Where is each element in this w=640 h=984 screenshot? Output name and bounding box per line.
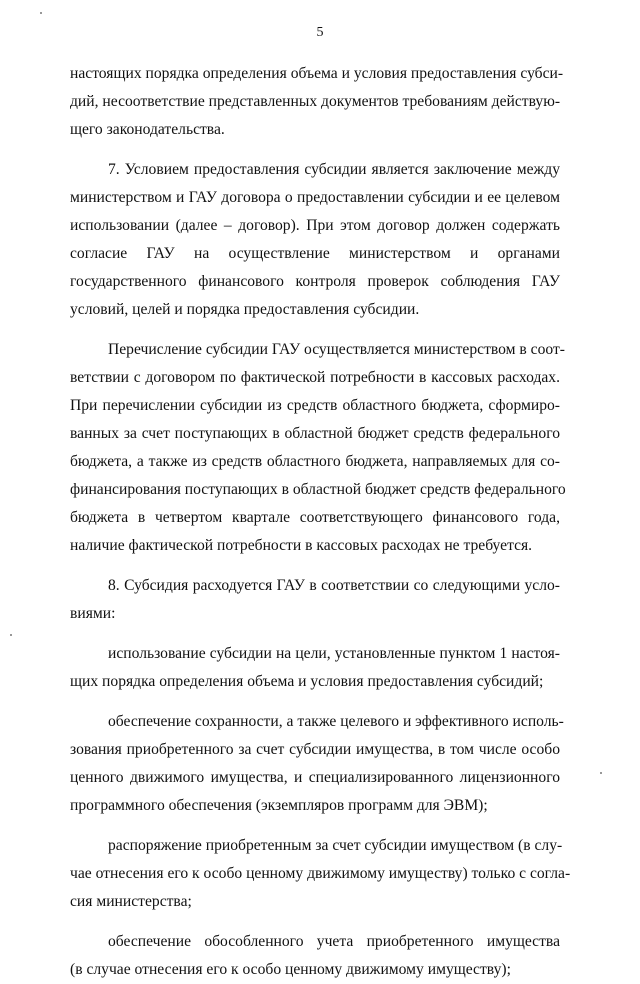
scan-speck [10, 634, 12, 636]
text-line: настоящих порядка определения объема и условия предоставления субси- [70, 65, 564, 82]
text-line: бюджета в четвертом квартале соответствующего финансового года, [70, 509, 560, 526]
text-line: финансирования поступающих в областной бюджет средств федерального [70, 481, 566, 498]
text-line: 7. Условием предоставления субсидии является заключение между [108, 161, 560, 178]
text-line: обеспечение обособленного учета приобретенного имущества [108, 933, 560, 950]
paragraph-gap [70, 628, 560, 640]
page-number: 5 [316, 25, 324, 40]
text-line: чае отнесения его к особо ценному движимому имуществу) только с согла- [70, 865, 571, 882]
paragraph-gap [70, 144, 560, 156]
scan-speck [600, 772, 602, 774]
text-line: государственного финансового контроля проверок соблюдения ГАУ [70, 273, 560, 290]
paragraph-continuation [70, 60, 564, 144]
text-line: наличие фактической потребности в кассовых расходах не требуется. [70, 537, 533, 554]
text-line: использование субсидии на цели, установленные пунктом 1 настоя- [108, 645, 560, 662]
text-line: ветствии с договором по фактической потребности в кассовых расходах. [70, 369, 560, 386]
text-line: При перечислении субсидии из средств областного бюджета, сформиро- [70, 397, 560, 414]
scan-speck [40, 12, 42, 14]
text-line: условий, целей и порядка предоставления субсидии. [70, 301, 420, 318]
paragraph-gap [70, 560, 560, 572]
text-line: сия министерства; [70, 893, 192, 910]
text-line: Перечисление субсидии ГАУ осуществляется министерством в соот- [108, 341, 565, 358]
paragraph-condition-safety [70, 708, 564, 820]
text-line: щего законодательства. [70, 121, 225, 138]
text-line: согласие ГАУ на осуществление министерством и органами [70, 245, 560, 262]
paragraph-gap [70, 324, 560, 336]
text-line: распоряжение приобретенным за счет субсидии имуществом (в слу- [108, 837, 563, 854]
text-line: зования приобретенного за счет субсидии имущества, в том числе особо [70, 741, 560, 758]
paragraph-gap [70, 696, 560, 708]
text-line: дий, несоответствие представленных документов требованиям действую- [70, 93, 561, 110]
text-line: (в случае отнесения его к особо ценному движимому имуществу); [70, 961, 511, 978]
text-line: щих порядка определения объема и условия предоставления субсидий; [70, 673, 544, 690]
text-line: ценного движимого имущества, и специализированного лицензионного [70, 769, 560, 786]
text-line: бюджета, а также из средств областного бюджета, направляемых для со- [70, 453, 560, 470]
paragraph-condition-use [70, 640, 560, 696]
paragraph-condition-accounting [70, 928, 560, 984]
paragraph-condition-disposal [70, 832, 571, 916]
paragraph-item-8 [70, 572, 560, 628]
paragraph-gap [70, 820, 560, 832]
paragraph-gap [70, 916, 560, 928]
text-line: 8. Субсидия расходуется ГАУ в соответствии со следующими усло- [108, 577, 560, 594]
text-line: ванных за счет поступающих в областной бюджет средств федерального [70, 425, 560, 442]
document-body [70, 60, 571, 984]
text-line: обеспечение сохранности, а также целевого и эффективного исполь- [108, 713, 564, 730]
paragraph-transfer [70, 336, 566, 560]
paragraph-item-7 [70, 156, 560, 324]
text-line: использовании (далее – договор). При этом договор должен содержать [70, 217, 560, 234]
text-line: виями: [70, 605, 116, 622]
text-line: министерством и ГАУ договора о предоставлении субсидии и ее целевом [70, 189, 560, 206]
text-line: программного обеспечения (экземпляров программ для ЭВМ); [70, 797, 488, 814]
